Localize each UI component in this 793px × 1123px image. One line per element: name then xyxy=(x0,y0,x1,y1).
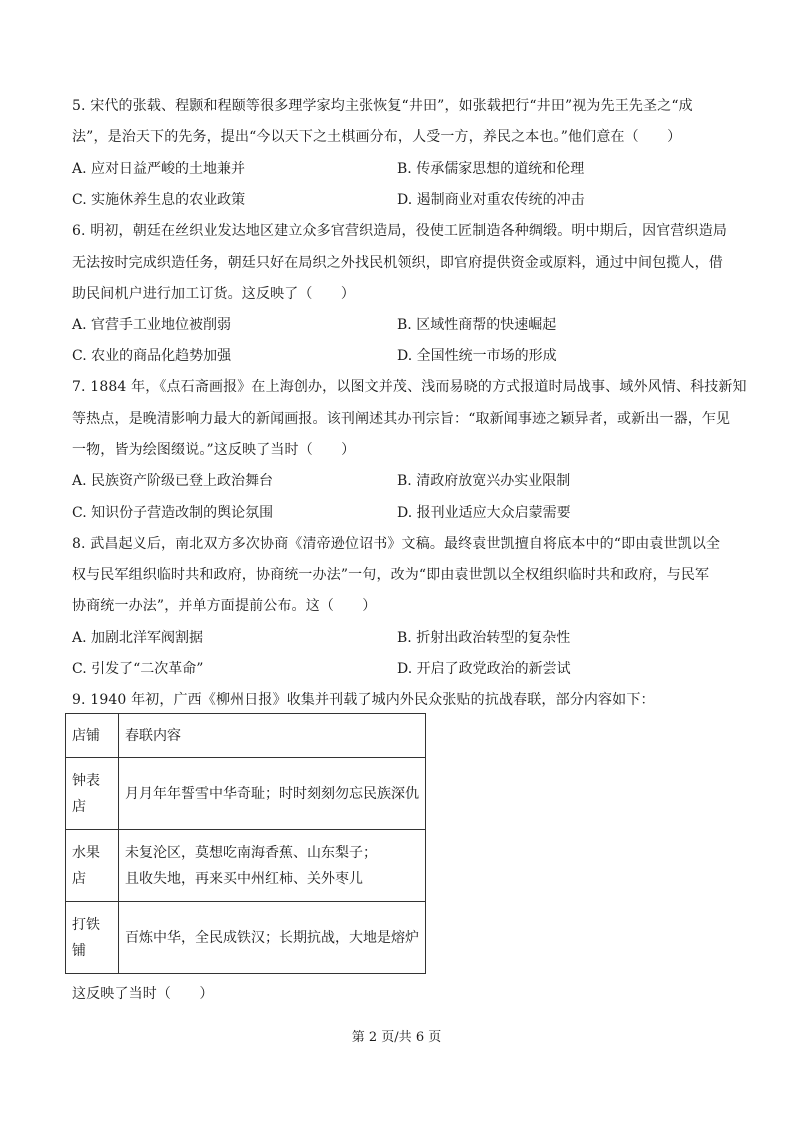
q6-option-a[interactable]: A. 官营手工业地位被削弱 xyxy=(72,317,232,333)
q7-stem-line3: 一物，皆为绘图缀说。”这反映了当时（ ） xyxy=(72,442,356,458)
q8-stem-line2: 权与民军组织临时共和政府，协商统一办法”一句，改为“即由袁世凯以全权组织临时共和政府，与民军 xyxy=(72,567,710,583)
table-header-row xyxy=(66,714,426,758)
q8-stem-line1: 8. 武昌起义后，南北双方多次协商《清帝逊位诏书》文稿。最终袁世凯擅自将底本中的“即由袁世凯以全 xyxy=(72,536,721,552)
shop-name xyxy=(66,830,119,902)
q8-option-b[interactable]: B. 折射出政治转型的复杂性 xyxy=(397,630,571,646)
q6-stem-line1: 6. 明初，朝廷在丝织业发达地区建立众多官营织造局，役使工匠制造各种绸缎。明中期后，因官营织造局 xyxy=(72,223,728,239)
q9-stem-line1: 9. 1940 年初，广西《柳州日报》收集并刊载了城内外民众张贴的抗战春联，部分内容如下： xyxy=(72,692,655,708)
couplet-line2: 且收失地，再来买中州红柿、关外枣儿 xyxy=(125,870,363,887)
q8-option-a[interactable]: A. 加剧北洋军阀割据 xyxy=(72,630,204,646)
shop-name-line2: 店 xyxy=(72,798,86,815)
q8-option-d[interactable]: D. 开启了政党政治的新尝试 xyxy=(397,661,571,677)
q5-option-c[interactable]: C. 实施休养生息的农业政策 xyxy=(72,192,246,208)
shop-name xyxy=(66,902,119,974)
shop-name-line2: 店 xyxy=(72,870,86,887)
q8-stem-line3: 协商统一办法”，并单方面提前公布。这（ ） xyxy=(72,598,377,614)
q7-option-a[interactable]: A. 民族资产阶级已登上政治舞台 xyxy=(72,473,274,489)
shop-name-line1: 打铁 xyxy=(72,916,100,933)
q7-option-b[interactable]: B. 清政府放宽兴办实业限制 xyxy=(397,473,571,489)
table-header-content: 春联内容 xyxy=(119,714,426,758)
q5-stem-line1: 5. 宋代的张载、程颢和程颐等很多理学家均主张恢复“井田”，如张载把行“井田”视为先王先圣之“成 xyxy=(72,98,693,114)
q5-stem-line2: 法”，是治天下的先务，提出“今以天下之土棋画分布，人受一方，养民之本也。”他们意在（ ） xyxy=(72,129,682,145)
couplet-line1: 月月年年誓雪中华奇耻；时时刻刻勿忘民族深仇 xyxy=(125,785,419,802)
q6-option-d[interactable]: D. 全国性统一市场的形成 xyxy=(397,348,557,364)
q8-option-c[interactable]: C. 引发了“二次革命” xyxy=(72,661,204,677)
q7-stem-line1: 7. 1884 年，《点石斋画报》在上海创办，以图文并茂、浅而易晓的方式报道时局战事、域外风情、科技新知 xyxy=(72,379,747,395)
couplet-text xyxy=(119,758,426,830)
shop-name xyxy=(66,758,119,830)
q7-option-d[interactable]: D. 报刊业适应大众启蒙需要 xyxy=(397,505,571,521)
couplet-text xyxy=(119,830,426,902)
q5-option-b[interactable]: B. 传承儒家思想的道统和伦理 xyxy=(397,161,585,177)
couplet-table xyxy=(65,713,426,974)
q6-option-c[interactable]: C. 农业的商品化趋势加强 xyxy=(72,348,232,364)
table-row xyxy=(66,830,426,902)
q6-option-b[interactable]: B. 区域性商帮的快速崛起 xyxy=(397,317,557,333)
q9-tail: 这反映了当时（ ） xyxy=(72,986,214,1002)
q6-stem-line2: 无法按时完成织造任务，朝廷只好在局织之外找民机领织，即官府提供资金或原料，通过中间包揽人，借 xyxy=(72,255,723,271)
q6-stem-line3: 助民间机户进行加工订货。这反映了（ ） xyxy=(72,286,355,302)
q5-option-a[interactable]: A. 应对日益严峻的土地兼并 xyxy=(72,161,246,177)
couplet-line1: 百炼中华，全民成铁汉；长期抗战，大地是熔炉 xyxy=(125,929,419,946)
table-header-shop: 店铺 xyxy=(66,714,119,758)
table-row xyxy=(66,902,426,974)
couplet-line1: 未复沦区，莫想吃南海香蕉、山东梨子； xyxy=(125,844,377,861)
couplet-text xyxy=(119,902,426,974)
shop-name-line1: 水果 xyxy=(72,844,100,861)
table-row xyxy=(66,758,426,830)
q5-option-d[interactable]: D. 遏制商业对重农传统的冲击 xyxy=(397,192,585,208)
shop-name-line2: 铺 xyxy=(72,942,86,959)
shop-name-line1: 钟表 xyxy=(72,772,100,789)
q7-option-c[interactable]: C. 知识份子营造改制的舆论氛围 xyxy=(72,505,274,521)
page-footer: 第 2 页/共 6 页 xyxy=(351,1030,442,1045)
q7-stem-line2: 等热点，是晚清影响力最大的新闻画报。该刊阐述其办刊宗旨：“取新闻事迹之颖异者，或新出一器，乍见 xyxy=(72,411,731,427)
